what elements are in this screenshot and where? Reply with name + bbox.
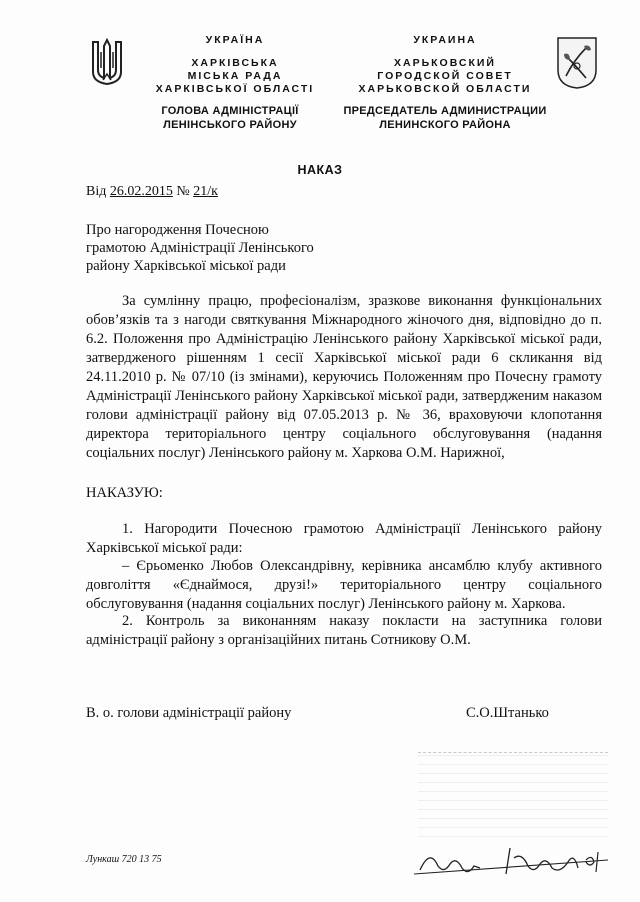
preamble-paragraph: За сумлінну працю, професіоналізм, зразкове виконання функціональних обов’язків та з нагоди святкування Міжнародного жіночого дня, відповідно до п. 6.2. Положення про Адміністрацію Ленінського району Харківської міської ради, затвердженого рішенням 1 сесії Харківської міської ради 6 скликання від 24.11.2010 р. № 07/10 (із змінами), керуючись Положенням про Почесну грамоту Адміністрації Ленінського району Харківської міської ради, затвердженим наказом голови адміністрації району від 07.05.2013 р. № 36, враховуючи клопотання директора територіального центру соціального обслуговування (надання соціальних послуг) Ленінського району м. Харкова О.М. Нарижної, bbox=[86, 293, 602, 461]
subject-line-3: району Харківської міської ради bbox=[86, 258, 286, 274]
faded-stamp bbox=[418, 752, 608, 845]
signer-name: С.О.Штанько bbox=[466, 705, 549, 721]
header-ru-council: ГОРОДСКОЙ СОВЕТ bbox=[377, 70, 513, 82]
document-title: НАКАЗ bbox=[297, 163, 343, 177]
handwritten-signature bbox=[410, 838, 615, 882]
order-item-1-person: – Єрьоменко Любов Олександрівну, керівника ансамблю клубу активного довголіття «Єднаймося, друзі!» територіального центру соціального обслуговування (надання соціальних послуг) Ленінського району м. Харкова. bbox=[86, 558, 602, 612]
order-word: НАКАЗУЮ: bbox=[86, 485, 163, 501]
header-ru-position-line1: ПРЕДСЕДАТЕЛЬ АДМИНИСТРАЦИИ bbox=[343, 105, 547, 117]
kharkiv-coat-of-arms-icon bbox=[556, 36, 598, 90]
order-number: 21/к bbox=[193, 184, 218, 199]
order-item-1: 1. Нагородити Почесною грамотою Адміністрації Ленінського району Харківської міської ради: bbox=[86, 521, 602, 556]
header-ua-position-line2: ЛЕНІНСЬКОГО РАЙОНУ bbox=[163, 119, 297, 131]
header-ru-city: ХАРЬКОВСКИЙ bbox=[394, 57, 496, 69]
date-number-line bbox=[86, 182, 218, 201]
header-ua-country: УКРАЇНА bbox=[205, 34, 265, 46]
date-prefix: Від bbox=[86, 184, 107, 199]
signer-position: В. о. голови адміністрації району bbox=[86, 705, 292, 721]
header-ru-position-line2: ЛЕНИНСКОГО РАЙОНА bbox=[379, 119, 511, 131]
trident-emblem-icon bbox=[90, 38, 124, 86]
header-ua-city: ХАРКІВСЬКА bbox=[191, 57, 279, 69]
order-date: 26.02.2015 bbox=[109, 184, 173, 199]
header-ua-council: МІСЬКА РАДА bbox=[187, 70, 283, 82]
subject-line-2: грамотою Адміністрації Ленінського bbox=[86, 240, 314, 256]
header-ua-position-line1: ГОЛОВА АДМІНІСТРАЦІЇ bbox=[161, 105, 299, 117]
header-ru-region: ХАРЬКОВСКОЙ ОБЛАСТИ bbox=[358, 83, 532, 95]
header-ua-region: ХАРКІВСЬКОЇ ОБЛАСТІ bbox=[155, 83, 315, 95]
executor-footer: Лункаш 720 13 75 bbox=[86, 854, 162, 865]
number-prefix: № bbox=[176, 184, 190, 199]
header-ru-country: УКРАИНА bbox=[413, 34, 477, 46]
order-item-2: 2. Контроль за виконанням наказу покласти на заступника голови адміністрації району з організаційних питань Сотникову О.М. bbox=[86, 613, 602, 648]
subject-line-1: Про нагородження Почесною bbox=[86, 222, 269, 238]
